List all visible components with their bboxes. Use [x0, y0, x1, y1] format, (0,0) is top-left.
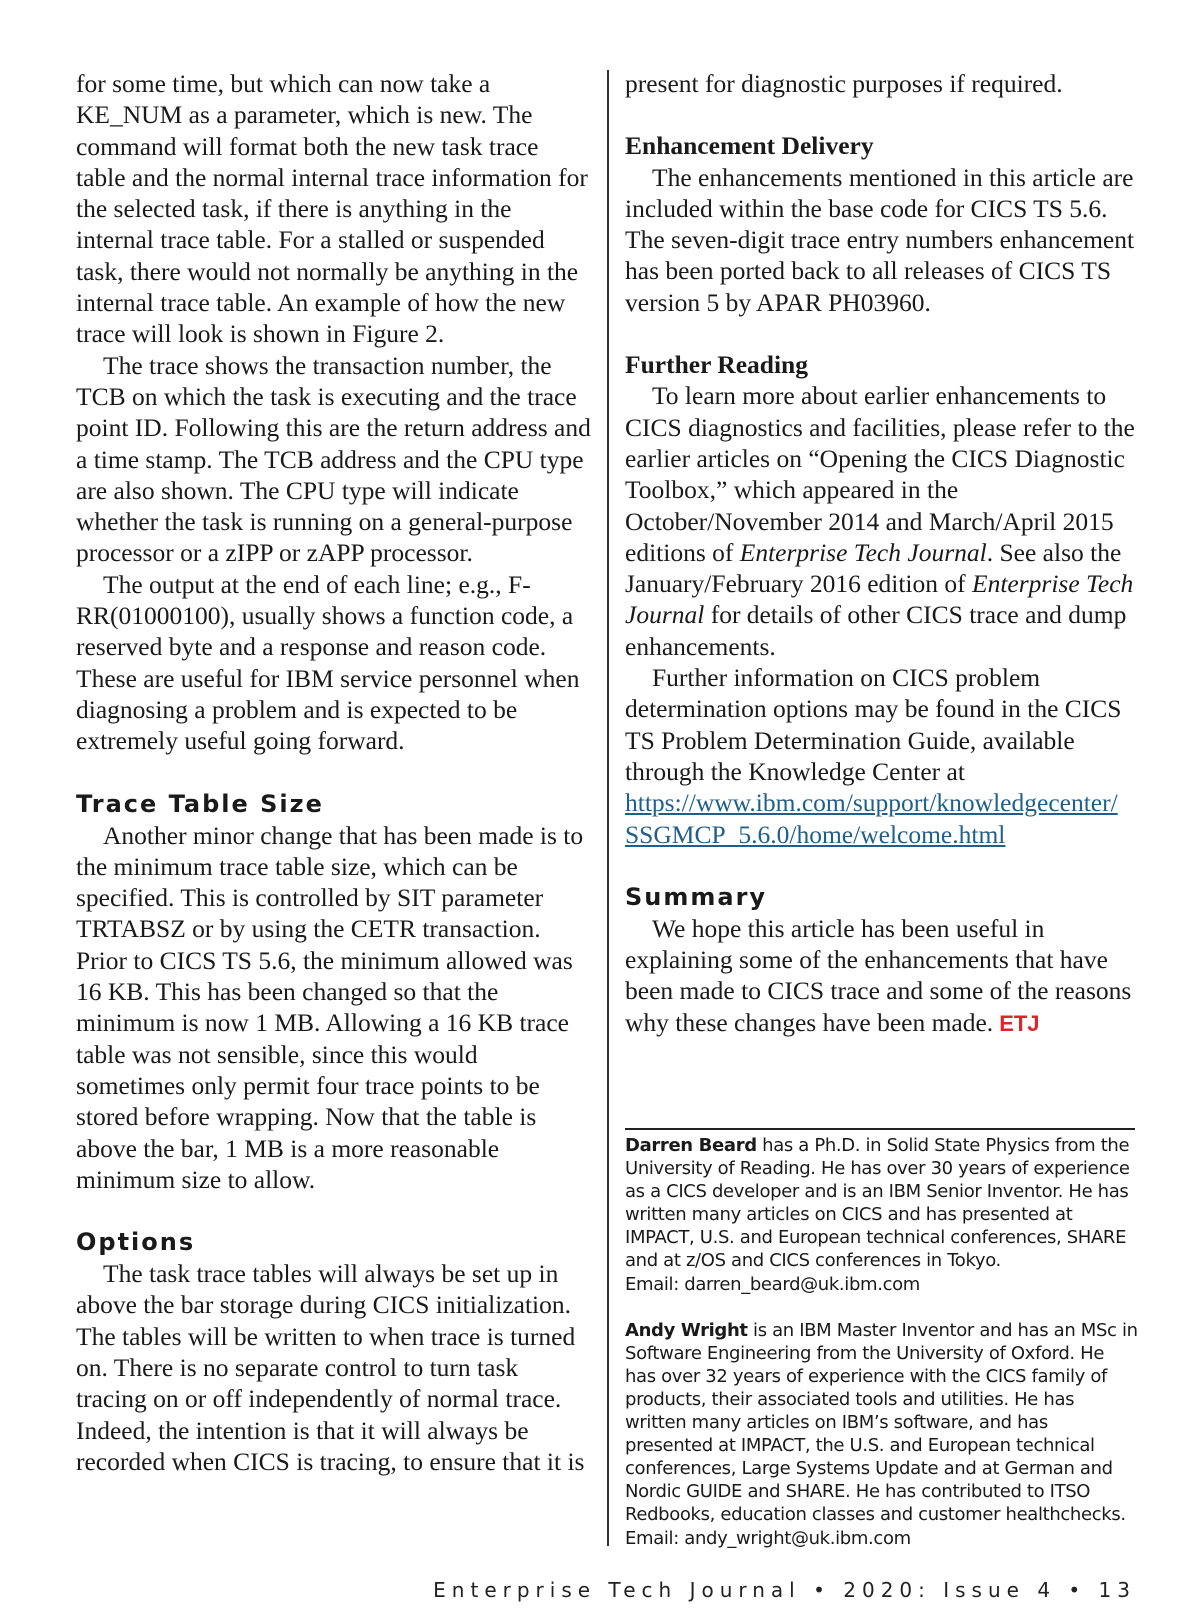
right-paragraph-3-part-a: To learn more about earlier enhancements to CICS diagnostics and facilities, please refer to the earlier articles on “Opening the CICS Diagnostic Toolbox,” which appeared in the October/November 2014 and March/April 2015 editions of [625, 381, 1135, 567]
heading-summary: Summary [625, 882, 768, 911]
left-paragraph-4: Another minor change that has been made is to the minimum trace table size, which can be specified. This is controlled by SIT parameter TRTABSZ or by using the CETR transaction. Prior to CICS TS 5.6, the minimum allowed was 16 KB. This has been changed so that the minimum is now 1 MB. Allowing a 16 KB trace table was not sensible, since this would sometimes only permit four trace points to be stored before wrapping. Now that the table is above the bar, 1 MB is a more reasonable minimum size to allow. [76, 820, 584, 1194]
author-bio-2 [625, 1319, 1140, 1527]
journal-title-italic: Enterprise Tech Journal [739, 537, 987, 567]
author-1-name: Darren Beard [625, 1135, 757, 1156]
right-paragraph-1: present for diagnostic purposes if required. [625, 69, 1063, 98]
left-paragraph-3: The output at the end of each line; e.g., F-RR(01000100), usually shows a function code, a reserved byte and a response and reason code. These are useful for IBM service personnel when diagnosing a problem and is expected to be extremely useful going forward. [76, 569, 580, 756]
heading-enhancement-delivery: Enhancement Delivery [625, 131, 874, 161]
left-paragraph-1: for some time, but which can now take a KE_NUM as a parameter, which is new. The command will format both the new task trace table and the normal internal trace information for the selected task, if there is anything in the internal trace table. For a stalled or suspended task, there would not normally be anything in the internal trace table. An example of how the new trace will look is shown in Figure 2. [76, 69, 588, 349]
left-paragraph-5: The task trace tables will always be set up in above the bar storage during CICS initialization. The tables will be written to when trace is turned on. There is no separate control to turn task tracing on or off independently of normal trace. Indeed, the intention is that it will always be recorded when CICS is tracing, to ensure that it is [76, 1259, 585, 1476]
right-column [625, 68, 1145, 1039]
left-column [76, 68, 591, 1477]
right-paragraph-2: The enhancements mentioned in this article are included within the base code for CICS TS 5.6. The seven-digit trace entry numbers enhancement has been ported back to all releases of CICS TS version 5 by APAR PH03960. [625, 162, 1135, 317]
author-2-name: Andy Wright [625, 1319, 748, 1341]
journal-title-italic: Enterprise Tech Journal [625, 569, 1134, 630]
etj-end-mark: ETJ [999, 1010, 1040, 1036]
heading-further-reading: Further Reading [625, 350, 808, 380]
heading-options: Options [76, 1228, 196, 1257]
author-bio-1 [625, 1134, 1140, 1273]
knowledge-center-link-line-1[interactable]: https://www.ibm.com/support/knowledgecenter/ [625, 788, 1118, 818]
right-paragraph-5 [625, 913, 1145, 1039]
right-paragraph-4: Further information on CICS problem determination options may be found in the CICS TS Problem Determination Guide, available through the Knowledge Center at [625, 663, 1122, 786]
right-paragraph-3-part-c: for details of other CICS trace and dump enhancements. [625, 600, 1127, 661]
knowledge-center-link[interactable] [625, 787, 1145, 850]
page-footer: Enterprise Tech Journal • 2020: Issue 4 • 13 [433, 1578, 1136, 1602]
right-paragraph-3 [625, 380, 1145, 662]
right-paragraph-3-part-b: . See also the January/February 2016 edition of [625, 537, 1122, 599]
author-2-text: is an IBM Master Inventor and has an MSc in Software Engineering from the University of Oxford. He has over 32 years of experience with the CICS family of products, their associated tools and utilities. He has written many articles on IBM’s software, and has presented at IMPACT, the U.S. and European technical conferences, Large Systems Update and at German and Nordic GUIDE and SHARE. He has contributed to ITSO Redbooks, education classes and customer healthchecks. [625, 1319, 1138, 1526]
bio-divider [625, 1128, 1135, 1130]
author-2-email: Email: andy_wright@uk.ibm.com [625, 1527, 911, 1549]
author-1-email: Email: darren_beard@uk.ibm.com [625, 1273, 920, 1295]
heading-trace-table-size: Trace Table Size [76, 789, 324, 818]
author-bios [625, 1134, 1140, 1550]
summary-text: We hope this article has been useful in explaining some of the enhancements that have been made to CICS trace and some of the reasons why these changes have been made. [625, 913, 1132, 1037]
column-divider [607, 70, 609, 1546]
left-paragraph-2: The trace shows the transaction number, the TCB on which the task is executing and the trace point ID. Following this are the return address and a time stamp. The TCB address and the CPU type are also shown. The CPU type will indicate whether the task is running on a general-purpose processor or a zIPP or zAPP processor. [76, 350, 591, 568]
author-1-text: has a Ph.D. in Solid State Physics from the University of Reading. He has over 30 years of experience as a CICS developer and is an IBM Senior Inventor. He has written many articles on CICS and has presented at IMPACT, U.S. and European technical conferences, SHARE and at z/OS and CICS conferences in Tokyo. [625, 1135, 1130, 1272]
knowledge-center-link-line-2[interactable]: SSGMCP_5.6.0/home/welcome.html [625, 819, 1006, 849]
